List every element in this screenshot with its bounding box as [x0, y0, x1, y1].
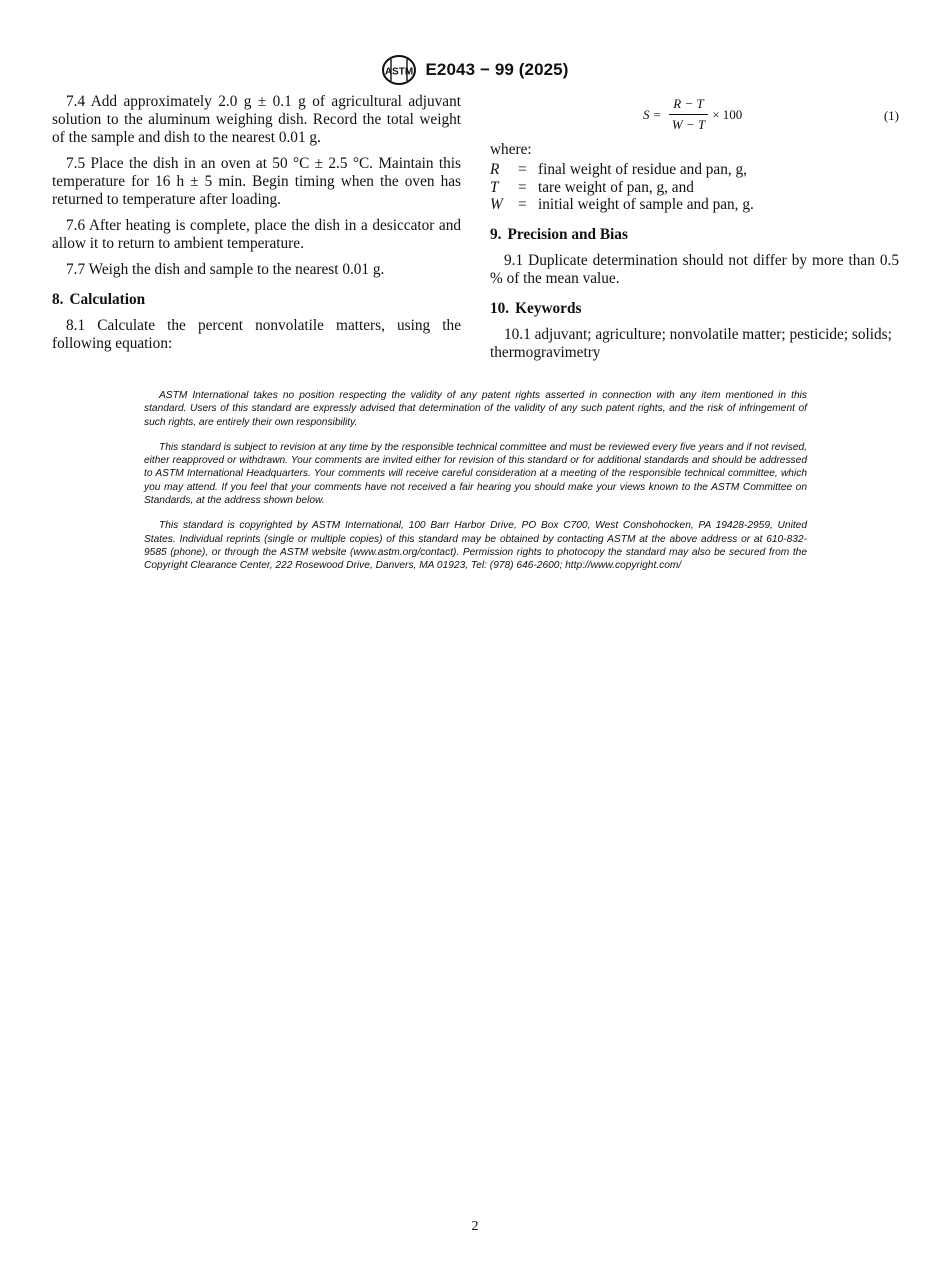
paragraph-10-1: 10.1 adjuvant; agriculture; nonvolatile matter; pesticide; solids; thermogravimetry — [490, 325, 892, 361]
equation-number: (1) — [883, 108, 899, 123]
astm-notices — [144, 389, 807, 585]
paragraph-9-1: 9.1 Duplicate determination should not differ by more than 0.5 % of the mean value. — [490, 251, 899, 287]
definition-text: tare weight of pan, g, and — [538, 178, 694, 196]
left-column — [52, 93, 461, 361]
astm-logo-icon — [381, 54, 417, 86]
equation-fraction — [669, 95, 708, 134]
definition-t — [490, 179, 899, 197]
equation-numerator: R − T — [673, 96, 704, 111]
equation-1 — [490, 93, 899, 137]
definition-symbol: W — [490, 196, 503, 213]
paragraph-7-4: 7.4 Add approximately 2.0 g ± 0.1 g of agricultural adjuvant solution to the aluminum weighing dish. Record the total weight of the sample and dish to the nearest 0.01 g. — [52, 93, 461, 146]
definition-text: final weight of residue and pan, g, — [538, 161, 747, 178]
equation-denominator: W − T — [669, 114, 708, 134]
section-8-title: Calculation — [69, 291, 146, 308]
copyright-notice: This standard is copyrighted by ASTM International, 100 Barr Harbor Drive, PO Box C700, West Conshohocken, PA 19428-2959, United States. Individual reprints (single or multiple copies) of this standard may be obtained by contacting ASTM at the above address or at 610-832-9585 (phone), or through the ASTM website (www.astm.org/contact). Permission rights to photocopy the standard may also be secured from the Copyright Clearance Center, 222 Rosewood Drive, Danvers, MA 01923, Tel: (978) 646-2600; http://www.copyright.com/ — [144, 520, 807, 572]
section-9-title: Precision and Bias — [507, 225, 628, 243]
equation-multiplier: × 100 — [712, 106, 743, 122]
section-10-title: Keywords — [515, 299, 582, 317]
definition-symbol: R — [490, 161, 500, 178]
definition-equals: = — [518, 161, 527, 178]
page-number: 2 — [471, 1219, 479, 1234]
patent-notice: ASTM International takes no position respecting the validity of any patent rights asserted in connection with any item mentioned in this standard. Users of this standard are expressly advised that determination of the validity of any such patent rights, and the risk of infringement of such rights, are entirely their own responsibility. — [144, 390, 807, 428]
paragraph-8-1: 8.1 Calculate the percent nonvolatile matters, using the following equation: — [52, 317, 461, 352]
section-9-number: 9. — [490, 225, 502, 243]
section-10-number: 10. — [490, 299, 510, 317]
definition-equals: = — [518, 178, 527, 196]
where-label: where: — [490, 141, 532, 158]
definition-equals: = — [518, 196, 527, 213]
section-8-number: 8. — [52, 291, 64, 308]
definition-text: initial weight of sample and pan, g. — [538, 196, 754, 213]
section-10-heading — [490, 300, 899, 318]
equation-lhs: S — [643, 106, 650, 122]
definition-w — [490, 196, 899, 214]
svg-text:ASTM: ASTM — [385, 66, 414, 78]
paragraph-7-7: 7.7 Weigh the dish and sample to the nearest 0.01 g. — [66, 261, 385, 278]
standard-designation: E2043 − 99 (2025) — [425, 60, 569, 79]
section-8-heading — [52, 291, 461, 309]
definition-r — [490, 161, 899, 179]
paragraph-7-5: 7.5 Place the dish in an oven at 50 °C ± 2.5 °C. Maintain this temperature for 16 h ± 5 min. Begin timing when the oven has returned to temperature after loading. — [52, 155, 461, 208]
equation-body — [643, 95, 742, 134]
paragraph-7-6: 7.6 After heating is complete, place the dish in a desiccator and allow it to return to ambient temperature. — [52, 217, 461, 252]
revision-notice: This standard is subject to revision at any time by the responsible technical committee and must be reviewed every five years and if not revised, either reapproved or withdrawn. Your comments are invited either for revision of this standard or for additional standards and should be addressed to ASTM International Headquarters. Your comments will receive careful consideration at a meeting of the responsible technical committee, which you may attend. If you feel that your comments have not received a fair hearing you should make your views known to the ASTM Committee on Standards, at the address shown below. — [144, 441, 807, 507]
equation-equals: = — [653, 106, 661, 122]
page-header — [0, 52, 950, 88]
definition-symbol: T — [490, 178, 499, 196]
section-9-heading — [490, 226, 899, 244]
right-column — [490, 93, 899, 370]
